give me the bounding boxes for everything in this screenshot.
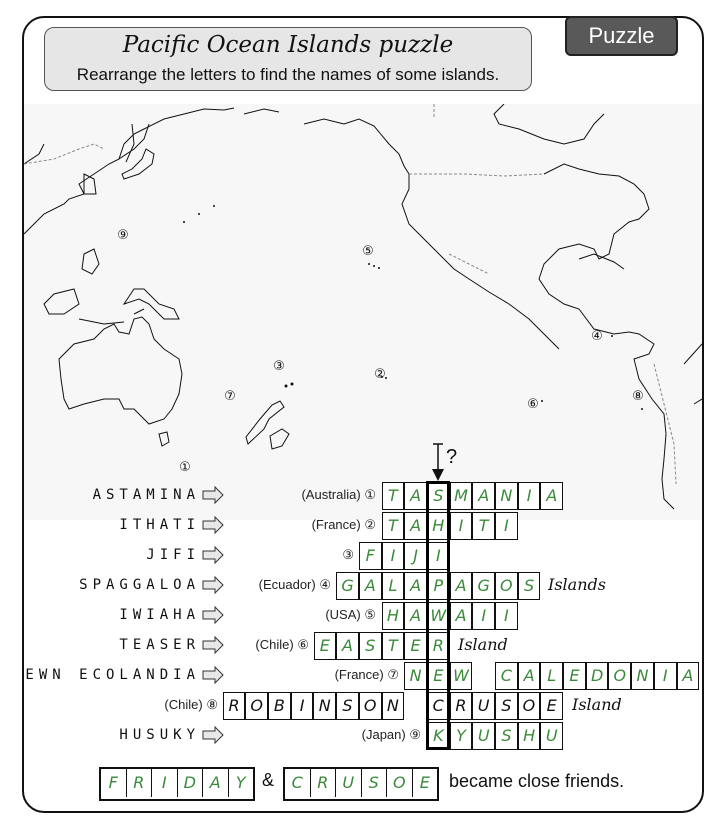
letter-box[interactable]: A bbox=[540, 482, 563, 510]
letter-box[interactable]: J bbox=[404, 542, 427, 570]
letter-box[interactable]: T bbox=[382, 482, 405, 510]
map-marker-1: ① bbox=[179, 460, 191, 475]
letter-box[interactable]: S bbox=[495, 692, 518, 720]
letter-box[interactable]: L bbox=[382, 572, 405, 600]
letter-box[interactable]: H bbox=[382, 602, 405, 630]
answer-row-2 bbox=[382, 512, 518, 540]
letter-box[interactable]: H bbox=[518, 722, 541, 750]
map-marker-9: ⑨ bbox=[117, 228, 129, 243]
letter-box[interactable]: S bbox=[359, 632, 382, 660]
ampersand: & bbox=[262, 770, 275, 790]
letter-box[interactable]: S bbox=[336, 692, 359, 720]
map-marker-4: ④ bbox=[591, 329, 603, 344]
answer-row-5 bbox=[382, 602, 518, 630]
letter-box[interactable]: E bbox=[563, 662, 586, 690]
letter-box[interactable]: N bbox=[631, 662, 654, 690]
blank-gap bbox=[404, 692, 427, 720]
letter-box[interactable]: D bbox=[586, 662, 609, 690]
letter-box[interactable]: I bbox=[382, 542, 405, 570]
letter-box[interactable]: A bbox=[677, 662, 700, 690]
instructions: Rearrange the letters to find the names of some islands. bbox=[76, 65, 500, 84]
title-box bbox=[44, 27, 532, 91]
down-arrow-icon bbox=[430, 443, 446, 483]
scrambled-word-6: TEASER bbox=[119, 637, 200, 653]
scrambled-word-5: IWIAHA bbox=[119, 607, 200, 623]
letter-box[interactable]: G bbox=[336, 572, 359, 600]
closing-sentence: became close friends. bbox=[449, 771, 625, 791]
right-arrow-icon bbox=[202, 601, 224, 629]
letter-box[interactable]: A bbox=[450, 572, 473, 600]
letter-box[interactable]: U bbox=[336, 769, 362, 797]
letter-box[interactable]: A bbox=[336, 632, 359, 660]
letter-box[interactable]: U bbox=[540, 722, 563, 750]
right-arrow-icon bbox=[202, 721, 224, 749]
map-marker-5: ⑤ bbox=[362, 244, 374, 259]
letter-box[interactable]: T bbox=[382, 632, 405, 660]
letter-box[interactable]: A bbox=[404, 572, 427, 600]
suffix-island-easter: Island bbox=[458, 635, 508, 654]
friday-answer-boxes bbox=[99, 767, 255, 801]
letter-box[interactable]: O bbox=[387, 769, 413, 797]
answer-row-3 bbox=[359, 542, 450, 570]
letter-box[interactable]: A bbox=[404, 482, 427, 510]
letter-box[interactable]: F bbox=[359, 542, 382, 570]
answer-row-7 bbox=[404, 662, 699, 690]
letter-box[interactable]: S bbox=[518, 572, 541, 600]
letter-box[interactable]: I bbox=[450, 512, 473, 540]
map-marker-2: ② bbox=[374, 367, 386, 382]
country-label-8: (Chile) ⑧ bbox=[164, 697, 218, 712]
letter-box[interactable]: W bbox=[427, 602, 450, 630]
letter-box[interactable]: E bbox=[419, 773, 430, 792]
answer-row-8 bbox=[223, 692, 563, 720]
scrambled-word-4: SPAGGALOA bbox=[79, 577, 200, 593]
letter-box[interactable]: E bbox=[404, 632, 427, 660]
letter-box[interactable]: E bbox=[427, 662, 450, 690]
letter-box[interactable]: T bbox=[382, 512, 405, 540]
country-label-9: (Japan) ⑨ bbox=[361, 727, 421, 742]
letter-box[interactable]: I bbox=[495, 512, 518, 540]
letter-box[interactable]: Y bbox=[235, 773, 246, 792]
right-arrow-icon bbox=[202, 541, 224, 569]
country-label-7: (France) ⑦ bbox=[334, 667, 399, 682]
letter-box[interactable]: C bbox=[495, 662, 518, 690]
country-label-6: (Chile) ⑥ bbox=[255, 637, 309, 652]
letter-box[interactable]: C bbox=[285, 769, 311, 797]
map-marker-3: ③ bbox=[273, 359, 285, 374]
letter-box[interactable]: I bbox=[427, 542, 450, 570]
letter-box[interactable]: N bbox=[404, 662, 427, 690]
scrambled-word-7: EWN ECOLANDIA bbox=[25, 667, 200, 683]
letter-box[interactable]: E bbox=[540, 692, 563, 720]
letter-box[interactable]: I bbox=[518, 482, 541, 510]
letter-box[interactable]: W bbox=[450, 662, 473, 690]
letter-box[interactable]: O bbox=[608, 662, 631, 690]
answer-row-9 bbox=[427, 722, 563, 750]
letter-box[interactable]: R bbox=[127, 769, 153, 797]
letter-box[interactable]: A bbox=[359, 572, 382, 600]
answer-row-1 bbox=[382, 482, 564, 510]
letter-box[interactable]: S bbox=[495, 722, 518, 750]
page-title: Pacific Ocean Islands puzzle bbox=[122, 32, 454, 58]
letter-box[interactable]: I bbox=[495, 602, 518, 630]
scrambled-word-9: HUSUKY bbox=[119, 727, 200, 743]
letter-box[interactable]: O bbox=[245, 692, 268, 720]
scrambled-word-3: JIFI bbox=[146, 547, 200, 563]
country-label-2: (France) ② bbox=[311, 517, 376, 532]
question-mark: ? bbox=[446, 446, 458, 468]
letter-box[interactable]: A bbox=[404, 602, 427, 630]
map-marker-6: ⑥ bbox=[527, 397, 539, 412]
letter-box[interactable]: R bbox=[427, 632, 450, 660]
letter-box[interactable]: O bbox=[518, 692, 541, 720]
letter-box[interactable]: N bbox=[495, 482, 518, 510]
letter-box[interactable]: R bbox=[450, 692, 473, 720]
letter-box[interactable]: O bbox=[495, 572, 518, 600]
crusoe-answer-boxes bbox=[283, 767, 439, 801]
letter-box[interactable]: D bbox=[178, 769, 204, 797]
right-arrow-icon bbox=[202, 631, 224, 659]
letter-box[interactable]: I bbox=[654, 662, 677, 690]
letter-box[interactable]: A bbox=[450, 602, 473, 630]
letter-box[interactable]: R bbox=[311, 769, 337, 797]
right-arrow-icon bbox=[202, 481, 224, 509]
right-arrow-icon bbox=[202, 661, 224, 689]
country-label-3: ③ bbox=[342, 547, 354, 562]
letter-box[interactable]: E bbox=[314, 632, 337, 660]
country-label-4: (Ecuador) ④ bbox=[258, 577, 331, 592]
letter-box[interactable]: C bbox=[427, 692, 450, 720]
right-arrow-icon bbox=[202, 571, 224, 599]
letter-box[interactable]: K bbox=[427, 722, 450, 750]
map-marker-7: ⑦ bbox=[224, 389, 236, 404]
letter-box[interactable]: U bbox=[472, 692, 495, 720]
letter-box[interactable]: T bbox=[472, 512, 495, 540]
letter-box[interactable]: L bbox=[540, 662, 563, 690]
country-label-1: (Australia) ① bbox=[301, 487, 376, 502]
letter-box[interactable]: U bbox=[472, 722, 495, 750]
letter-box[interactable]: N bbox=[382, 692, 405, 720]
letter-box[interactable]: H bbox=[427, 512, 450, 540]
letter-box[interactable]: O bbox=[359, 692, 382, 720]
letter-box[interactable]: A bbox=[404, 512, 427, 540]
answer-row-4 bbox=[336, 572, 540, 600]
letter-box[interactable]: A bbox=[203, 769, 229, 797]
suffix-island-crusoe: Island bbox=[572, 695, 622, 714]
letter-box[interactable]: R bbox=[223, 692, 246, 720]
answer-row-6 bbox=[314, 632, 450, 660]
country-label-5: (USA) ⑤ bbox=[325, 607, 376, 622]
puzzle-badge: Puzzle bbox=[565, 16, 678, 56]
scrambled-word-1: ASTAMINA bbox=[92, 487, 200, 503]
right-arrow-icon bbox=[202, 511, 224, 539]
letter-box[interactable]: S bbox=[427, 482, 450, 510]
letter-box[interactable]: B bbox=[268, 692, 291, 720]
letter-box[interactable]: F bbox=[101, 769, 127, 797]
letter-box[interactable]: A bbox=[518, 662, 541, 690]
letter-box[interactable]: G bbox=[472, 572, 495, 600]
letter-box[interactable]: A bbox=[472, 482, 495, 510]
letter-box[interactable]: I bbox=[152, 769, 178, 797]
letter-box[interactable]: N bbox=[313, 692, 336, 720]
letter-box[interactable]: P bbox=[427, 572, 450, 600]
suffix-islands: Islands bbox=[548, 575, 606, 594]
blank-gap bbox=[472, 662, 495, 690]
scrambled-word-2: ITHATI bbox=[119, 517, 200, 533]
letter-box[interactable]: I bbox=[472, 602, 495, 630]
map-marker-8: ⑧ bbox=[632, 389, 644, 404]
letter-box[interactable]: S bbox=[362, 769, 388, 797]
map-outline-icon bbox=[24, 104, 702, 520]
letter-box[interactable]: I bbox=[291, 692, 314, 720]
letter-box[interactable]: Y bbox=[450, 722, 473, 750]
pacific-map bbox=[24, 104, 702, 520]
letter-box[interactable]: M bbox=[450, 482, 473, 510]
